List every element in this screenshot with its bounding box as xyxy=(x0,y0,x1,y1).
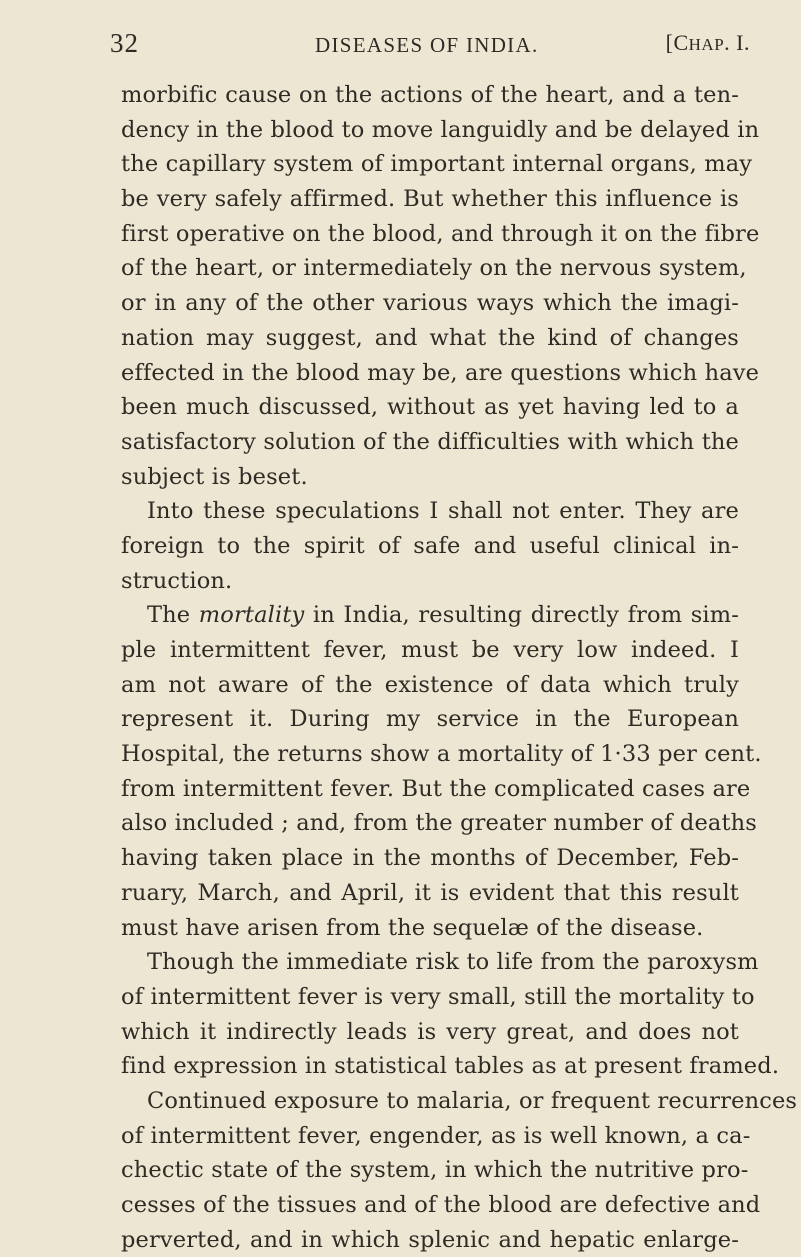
text-line: ruary, March, and April, it is evident that this result xyxy=(121,879,739,906)
mortality-line xyxy=(121,598,739,633)
mortality-word: mortality xyxy=(198,602,305,629)
text-line: cesses of the tissues and of the blood are defective and xyxy=(121,1192,761,1218)
text-line: Into these speculations I shall not enter. They are xyxy=(147,498,739,525)
text-line: must have arisen from the sequelæ of the disease. xyxy=(121,914,704,941)
chapter-mark-close: . I. xyxy=(724,30,750,55)
text-line: having taken place in the months of December, Feb- xyxy=(121,845,739,872)
text-line: of intermittent fever is very small, still the mortality to xyxy=(121,983,755,1010)
chapter-mark-open: [C xyxy=(665,30,689,55)
text-line: also included ; and, from the greater number of deaths xyxy=(121,810,758,837)
text-line: ple intermittent fever, must be very low indeed. I xyxy=(121,637,739,663)
text-line: be very safely affirmed. But whether this influence is xyxy=(121,186,739,213)
text-line: been much discussed, without as yet having led to a xyxy=(121,394,739,421)
text-line: chectic state of the system, in which the nutritive pro- xyxy=(121,1157,749,1184)
text-line: struction. xyxy=(121,567,233,594)
text-line: of the heart, or intermediately on the nervous system, xyxy=(121,255,747,282)
text-line: of intermittent fever, engender, as is well known, a ca- xyxy=(121,1122,751,1149)
text-line: or in any of the other various ways which the imagi- xyxy=(121,290,739,317)
text-line: Continued exposure to malaria, or frequent recurrences xyxy=(147,1087,798,1114)
text-line: morbific cause on the actions of the heart, and a ten- xyxy=(121,82,739,108)
text-line: from intermittent fever. But the complicated cases are xyxy=(121,775,751,802)
text-line: Hospital, the returns show a mortality of 1·33 per cent. xyxy=(121,741,762,768)
text-line: first operative on the blood, and through it on the fibre xyxy=(121,220,760,247)
text-line: effected in the blood may be, are questions which have xyxy=(121,359,760,386)
text-line: satisfactory solution of the difficulties with which the xyxy=(121,428,739,455)
page-header xyxy=(110,28,750,62)
text-line: dency in the blood to move languidly and be delayed in xyxy=(121,116,760,143)
text-line: nation may suggest, and what the kind of changes xyxy=(121,324,739,351)
text-line: find expression in statistical tables as at present framed. xyxy=(121,1053,780,1080)
running-title: DISEASES OF INDIA. xyxy=(315,33,539,57)
text-line: which it indirectly leads is very great, and does not xyxy=(121,1018,739,1045)
page-number: 32 xyxy=(110,28,139,58)
text-line: Though the immediate risk to life from the paroxysm xyxy=(147,949,759,976)
chapter-mark-small: HAP xyxy=(688,35,725,54)
text-line: foreign to the spirit of safe and useful clinical in- xyxy=(121,532,739,559)
mortality-line-before: The xyxy=(147,602,199,629)
mortality-line-after: in India, resulting directly from sim- xyxy=(304,602,739,629)
text-line: am not aware of the existence of data which truly xyxy=(121,671,739,698)
body-text xyxy=(121,78,798,1257)
text-line: perverted, and in which splenic and hepatic enlarge- xyxy=(121,1226,739,1253)
text-line: the capillary system of important internal organs, may xyxy=(121,151,753,178)
text-line: represent it. During my service in the European xyxy=(121,706,739,733)
text-line: subject is beset. xyxy=(121,463,308,490)
chapter-mark xyxy=(666,30,750,56)
